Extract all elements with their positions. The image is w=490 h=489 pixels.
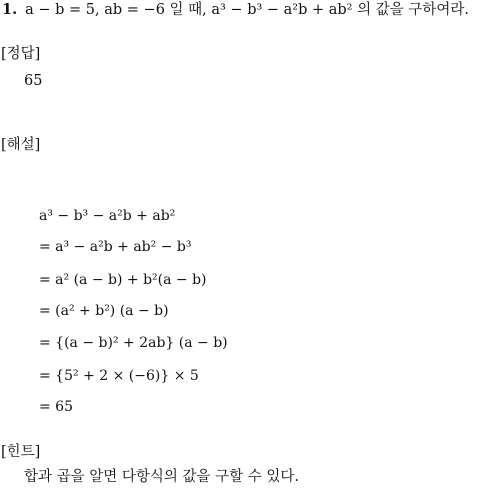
solution-line: = 65 <box>39 399 73 415</box>
solution-line: = {5² + 2 × (−6)} × 5 <box>39 368 199 384</box>
answer-label: [정답] <box>1 46 41 62</box>
hint-text: 합과 곱을 알면 다항식의 값을 구할 수 있다. <box>24 469 299 485</box>
answer-value: 65 <box>24 73 43 89</box>
problem-statement <box>2 1 469 19</box>
solution-line: a³ − b³ − a²b + ab² <box>39 208 176 224</box>
solution-label: [해설] <box>1 137 41 153</box>
solution-line: = (a² + b²) (a − b) <box>39 303 169 319</box>
problem-text: a − b = 5, ab = −6 일 때, a³ − b³ − a²b + ab² 의 값을 구하여라. <box>25 2 469 18</box>
problem-number: 1. <box>2 1 18 18</box>
solution-line: = a³ − a²b + ab² − b³ <box>39 239 192 255</box>
hint-label: [힌트] <box>1 444 41 460</box>
solution-line: = a² (a − b) + b²(a − b) <box>39 272 207 288</box>
solution-line: = {(a − b)² + 2ab} (a − b) <box>39 335 228 351</box>
